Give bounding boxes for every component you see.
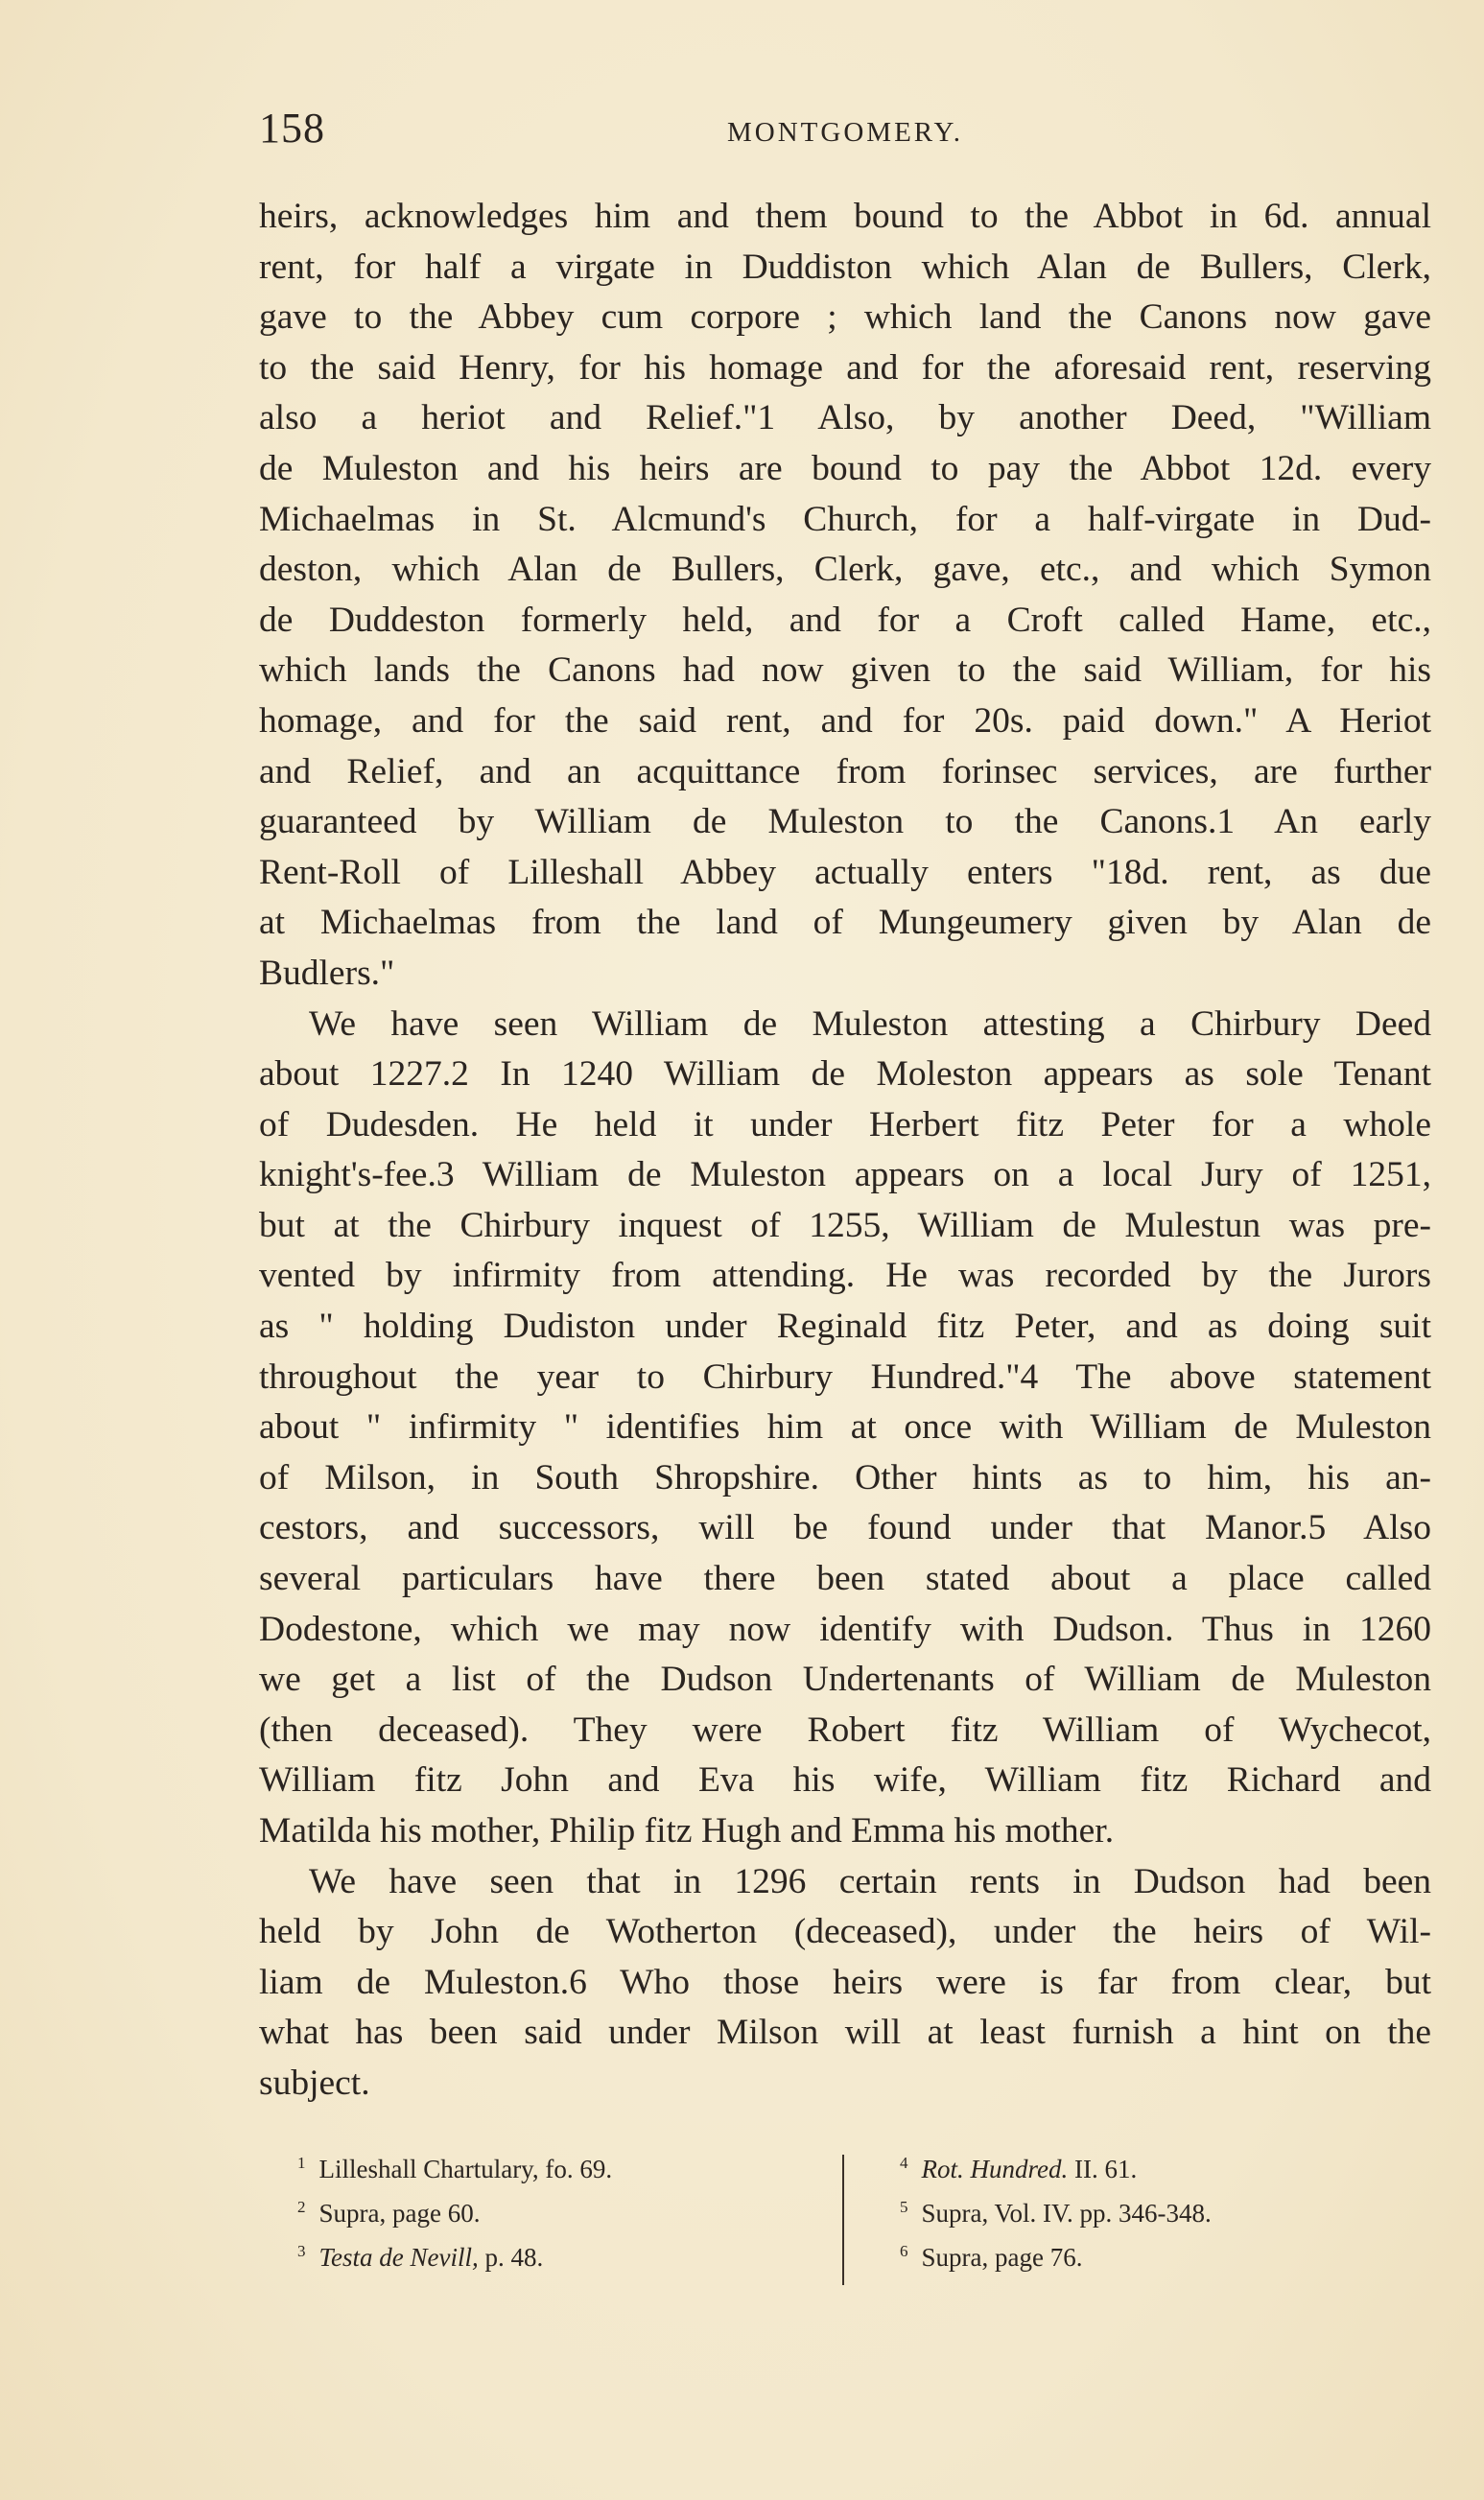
text-line: cestors, and successors, will be found under that Manor.5 Also	[259, 1508, 1431, 1548]
text-line: and Relief, and an acquittance from forinsec services, are further	[259, 751, 1431, 791]
footnote-text: Lilleshall Chartulary, fo. 69.	[318, 2155, 613, 2183]
footnote-italic-text: Rot. Hundred.	[921, 2155, 1069, 2183]
footnote-mark: 1	[297, 2154, 306, 2172]
footnote-mark: 5	[900, 2198, 908, 2216]
page-header	[259, 104, 1431, 161]
footnote-mark: 4	[900, 2154, 908, 2172]
text-line: what has been said under Milson will at least furnish a hint on the	[259, 2013, 1431, 2053]
running-title: MONTGOMERY.	[727, 117, 963, 148]
text-line: Budlers."	[259, 953, 395, 993]
text-line: subject.	[259, 2063, 370, 2103]
text-line: William fitz John and Eva his wife, William fitz Richard and	[259, 1760, 1431, 1801]
text-line: heirs, acknowledges him and them bound to the Abbot in 6d. annual	[259, 197, 1431, 236]
footnote	[297, 2235, 835, 2279]
page-number: 158	[259, 105, 325, 152]
footnotes-left-column	[297, 2147, 835, 2279]
footnote	[900, 2191, 1437, 2235]
text-line: gave to the Abbey cum corpore ; which land the Canons now gave	[259, 297, 1431, 338]
footnote	[297, 2147, 835, 2191]
footnote	[900, 2235, 1437, 2279]
footnote-text: Supra, page 76.	[921, 2243, 1083, 2272]
text-line: about " infirmity " identifies him at once with William de Muleston	[259, 1407, 1431, 1448]
text-line: several particulars have there been stated about a place called	[259, 1559, 1431, 1599]
text-line: but at the Chirbury inquest of 1255, William de Mulestun was pre-	[259, 1205, 1431, 1245]
text-line: We have seen that in 1296 certain rents in Dudson had been	[309, 1861, 1431, 1901]
footnote-mark: 6	[900, 2242, 908, 2260]
text-line: of Milson, in South Shropshire. Other hints as to him, his an-	[259, 1457, 1431, 1498]
text-line: of Dudesden. He held it under Herbert fitz Peter for a whole	[259, 1104, 1431, 1144]
text-line: also a heriot and Relief."1 Also, by another Deed, "William	[259, 398, 1431, 438]
text-line: throughout the year to Chirbury Hundred."4 The above statement	[259, 1356, 1431, 1397]
text-line: guaranteed by William de Muleston to the Canons.1 An early	[259, 802, 1431, 842]
text-line: liam de Muleston.6 Who those heirs were is far from clear, but	[259, 1962, 1431, 2002]
footnotes	[259, 2147, 1431, 2291]
text-line: about 1227.2 In 1240 William de Moleston appears as sole Tenant	[259, 1054, 1431, 1095]
text-line: we get a list of the Dudson Undertenants of William de Muleston	[259, 1660, 1431, 1700]
footnote-text: p. 48.	[478, 2243, 544, 2272]
body-text	[259, 192, 1431, 2110]
text-line: de Duddeston formerly held, and for a Croft called Hame, etc.,	[259, 600, 1431, 640]
footnote-text: Supra, page 60.	[318, 2199, 481, 2228]
text-line: Rent-Roll of Lilleshall Abbey actually enters "18d. rent, as due	[259, 852, 1431, 892]
text-line: Michaelmas in St. Alcmund's Church, for a half-virgate in Dud-	[259, 499, 1431, 539]
text-line: knight's-fee.3 William de Muleston appears on a local Jury of 1251,	[259, 1155, 1431, 1195]
text-line: homage, and for the said rent, and for 20s. paid down." A Heriot	[259, 700, 1431, 741]
footnotes-right-column	[900, 2147, 1437, 2279]
text-line: to the said Henry, for his homage and for the aforesaid rent, reserving	[259, 347, 1431, 388]
text-line: Dodestone, which we may now identify with Dudson. Thus in 1260	[259, 1609, 1431, 1649]
text-line: as " holding Dudiston under Reginald fitz Peter, and as doing suit	[259, 1307, 1431, 1347]
footnote-divider	[842, 2155, 844, 2285]
text-line: which lands the Canons had now given to the said William, for his	[259, 650, 1431, 691]
text-line: rent, for half a virgate in Duddiston which Alan de Bullers, Clerk,	[259, 247, 1431, 287]
text-line: at Michaelmas from the land of Mungeumery given by Alan de	[259, 903, 1431, 943]
footnote	[297, 2191, 835, 2235]
text-line: vented by infirmity from attending. He was recorded by the Jurors	[259, 1256, 1431, 1296]
text-line: (then deceased). They were Robert fitz William of Wychecot,	[259, 1710, 1431, 1750]
footnote-mark: 2	[297, 2198, 306, 2216]
footnote-text: II. 61.	[1068, 2155, 1138, 2183]
footnote	[900, 2147, 1437, 2191]
text-line: deston, which Alan de Bullers, Clerk, gave, etc., and which Symon	[259, 550, 1431, 590]
footnote-text: Supra, Vol. IV. pp. 346-348.	[921, 2199, 1212, 2228]
text-line: We have seen William de Muleston attesting a Chirbury Deed	[309, 1003, 1431, 1044]
text-line: held by John de Wotherton (deceased), under the heirs of Wil-	[259, 1912, 1431, 1952]
footnote-mark: 3	[297, 2242, 306, 2260]
text-line: Matilda his mother, Philip fitz Hugh and Emma his mother.	[259, 1811, 1115, 1851]
text-line: de Muleston and his heirs are bound to pay the Abbot 12d. every	[259, 448, 1431, 488]
footnote-italic-text: Testa de Nevill,	[318, 2243, 479, 2272]
